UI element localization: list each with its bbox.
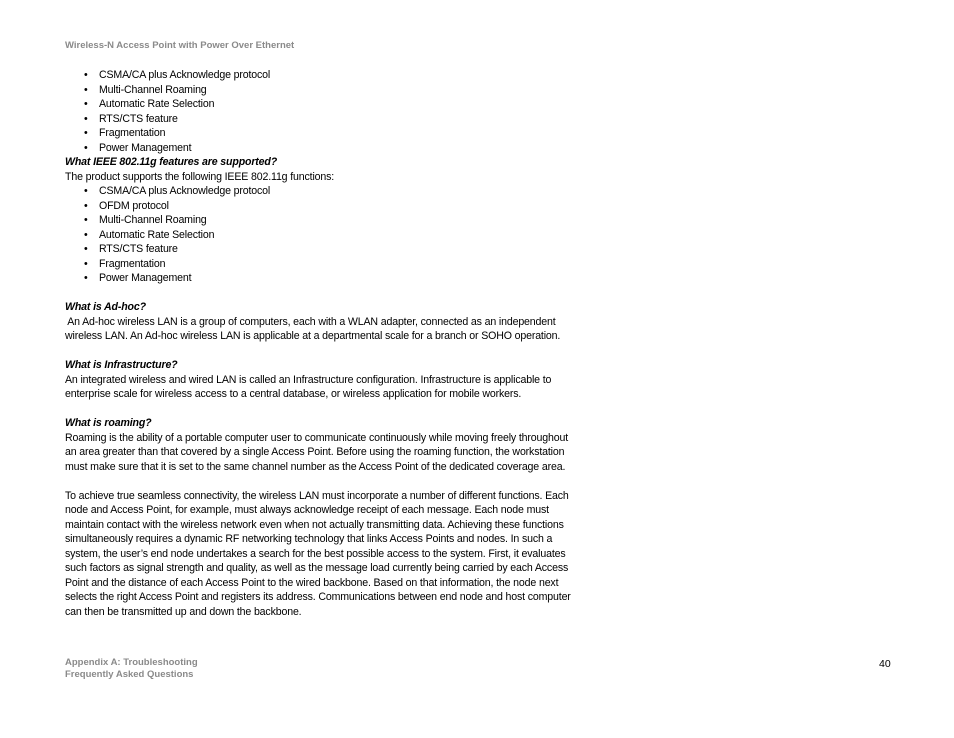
features-list xyxy=(65,68,595,155)
answer-line: an area greater than that covered by a single Access Point. Before using the roaming function, the workstation xyxy=(65,446,565,458)
answer-line: such factors as signal strength and quality, as well as the message load currently being carried by each Access xyxy=(65,562,569,574)
question-heading-adhoc: What is Ad-hoc? xyxy=(65,301,146,313)
features-list-80211g xyxy=(65,184,595,286)
running-footer xyxy=(65,657,198,681)
answer-line: node and Access Point, for example, must always acknowledge receipt of each message. Each node must xyxy=(65,504,549,516)
answer-line: Point and the distance of each Access Point to the wired backbone. Based on that information, the node next xyxy=(65,576,559,589)
list-item: • OFDM protocol xyxy=(65,199,595,214)
list-item: • RTS/CTS feature xyxy=(65,112,595,127)
footer-section: Appendix A: Troubleshooting xyxy=(65,657,198,668)
list-item: • Fragmentation xyxy=(65,126,595,141)
list-item: • Power Management xyxy=(65,141,595,156)
answer-line: An integrated wireless and wired LAN is called an Infrastructure configuration. Infrastructure is applicable to xyxy=(65,373,552,386)
answer-line: An Ad-hoc wireless LAN is a group of computers, each with a WLAN adapter, connected as an independent xyxy=(65,315,556,328)
answer-line: maintain contact with the wireless network even when not actually transmitting data. Achieving these functions xyxy=(65,518,564,531)
list-item: • Fragmentation xyxy=(65,257,595,272)
question-heading-80211g: What IEEE 802.11g features are supported? xyxy=(65,156,278,168)
answer-line: wireless LAN. An Ad-hoc wireless LAN is applicable at a departmental scale for a branch or SOHO operation. xyxy=(65,330,561,342)
footer-subsection: Frequently Asked Questions xyxy=(65,669,194,680)
list-item: • Multi-Channel Roaming xyxy=(65,83,595,98)
list-item: • Automatic Rate Selection xyxy=(65,228,595,243)
page-body xyxy=(65,68,595,619)
list-item: • RTS/CTS feature xyxy=(65,242,595,257)
list-item: • Multi-Channel Roaming xyxy=(65,213,595,228)
answer-line: can then be transmitted up and down the backbone. xyxy=(65,605,302,618)
question-heading-roaming: What is roaming? xyxy=(65,417,152,429)
list-item: • Power Management xyxy=(65,271,595,286)
answer-line: enterprise scale for wireless access to a central database, or wireless application for mobile workers. xyxy=(65,388,522,400)
answer-line: To achieve true seamless connectivity, the wireless LAN must incorporate a number of different functions. Each xyxy=(65,489,569,502)
answer-line: Roaming is the ability of a portable computer user to communicate continuously while moving freely throughout xyxy=(65,431,569,444)
answer-line: simultaneously requires a dynamic RF networking technology that links Access Points and nodes. In such a xyxy=(65,533,553,545)
answer-line: selects the right Access Point and registers its address. Communications between end node and host computer xyxy=(65,591,571,603)
list-item: • Automatic Rate Selection xyxy=(65,97,595,112)
running-header: Wireless-N Access Point with Power Over Ethernet xyxy=(65,40,295,51)
answer-line: system, the user’s end node undertakes a search for the best possible access to the system. First, it evaluates xyxy=(65,547,566,560)
answer-intro-80211g: The product supports the following IEEE 802.11g functions: xyxy=(65,170,335,183)
page-number: 40 xyxy=(879,658,891,670)
question-heading-infrastructure: What is Infrastructure? xyxy=(65,359,178,371)
list-item: • CSMA/CA plus Acknowledge protocol xyxy=(65,68,595,83)
list-item: • CSMA/CA plus Acknowledge protocol xyxy=(65,184,595,199)
answer-line: must make sure that it is set to the same channel number as the Access Point of the dedicated coverage area. xyxy=(65,460,566,473)
